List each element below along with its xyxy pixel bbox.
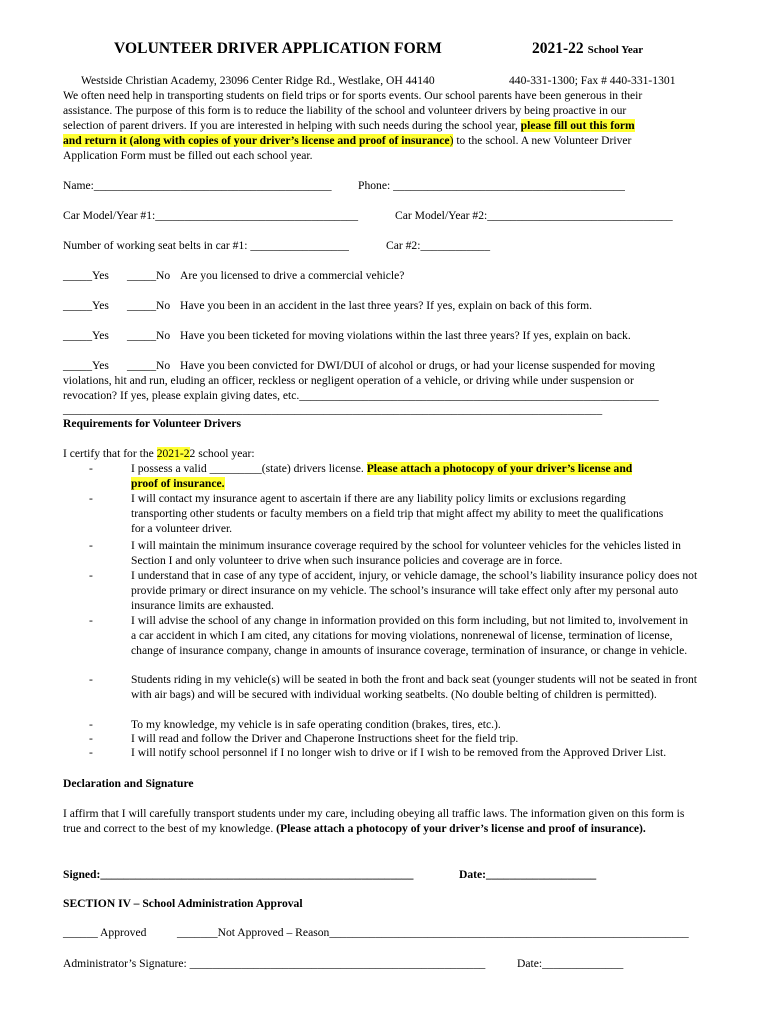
intro-line: We often need help in transporting students on field trips or for sports events. Our school parents have been generous in their <box>63 89 643 102</box>
bullet-text: Students riding in my vehicle(s) will be seated in both the front and back seat (younger students will not be seated in front with air bags) and will be secured with individual working seatbelts. (No double belting of children is permitted). <box>131 673 698 702</box>
school-address: Westside Christian Academy, 23096 Center Ridge Rd., Westlake, OH 44140 <box>81 74 435 87</box>
section4-heading: SECTION IV – School Administration Approval <box>63 897 303 910</box>
declaration-text <box>63 806 705 837</box>
declaration-heading: Declaration and Signature <box>63 777 194 790</box>
question-yes[interactable]: _____Yes <box>63 299 109 312</box>
bullet-text <box>131 461 632 476</box>
question-text: Have you been convicted for DWI/DUI of alcohol or drugs, or had your license suspended for moving <box>180 359 655 372</box>
bullet-text: I will contact my insurance agent to ascertain if there are any liability policy limits or exclusions regarding transporting other students or faculty members on a field trip that might affect my ability to meet the qualifications for a volunteer driver. <box>131 492 664 536</box>
intro-highlight: please fill out this form <box>520 119 635 132</box>
phone-field[interactable]: Phone: ________________________________________ <box>358 179 625 192</box>
bullet-dash: - <box>89 746 93 759</box>
intro-line: assistance. The purpose of this form is to reduce the liability of the school and volunteer drivers by being proactive in our <box>63 104 627 117</box>
question-text: Are you licensed to drive a commercial vehicle? <box>180 269 405 282</box>
bullet-text-part: . <box>360 462 367 475</box>
bullet-dash: - <box>89 732 93 745</box>
bullet-text: I will maintain the minimum insurance coverage required by the school for volunteer vehicles for the vehicles listed in Section I and only volunteer to drive when such insurance policies and coverage are in force. <box>131 539 681 568</box>
question-no[interactable]: _____No <box>127 299 171 312</box>
bullet-dash: - <box>89 673 93 686</box>
question-no[interactable]: _____No <box>127 359 171 372</box>
admin-date-field[interactable]: Date:______________ <box>517 957 624 970</box>
question-no[interactable]: _____No <box>127 269 171 282</box>
admin-signature-field[interactable]: Administrator’s Signature: ___________________________________________________ <box>63 957 486 970</box>
question-yes[interactable]: _____Yes <box>63 269 109 282</box>
bullet-dash: - <box>89 718 93 731</box>
form-title: VOLUNTEER DRIVER APPLICATION FORM <box>114 40 442 57</box>
declaration-body: I affirm that I will carefully transport students under my care, including obeying all traffic laws. The information given on this form is true and correct to the best of my knowledge. <box>63 807 685 836</box>
certify-text: 2 school year: <box>189 447 255 460</box>
school-year-label: School Year <box>587 44 644 56</box>
intro-highlight: and return it (along with copies of your driver’s license and proof of insurance <box>63 134 450 147</box>
intro-text: to the school. A new Volunteer Driver <box>453 134 632 147</box>
signature-field[interactable]: Signed:______________________________________________________ <box>63 868 414 881</box>
bullet-highlight: proof of insurance. <box>131 477 225 490</box>
question-yes[interactable]: _____Yes <box>63 359 109 372</box>
school-year-value: 2021-22 <box>532 40 584 57</box>
bullet-highlight: Please attach a photocopy of your driver’s license and <box>366 462 633 475</box>
not-approved-field[interactable]: _______Not Approved – Reason______________________________________________________________ <box>177 926 689 939</box>
school-phone: 440-331-1300; Fax # 440-331-1301 <box>509 74 676 87</box>
intro-line: Application Form must be filled out each school year. <box>63 149 313 162</box>
signature-date-field[interactable]: Date:___________________ <box>459 868 597 881</box>
bullet-text: I understand that in case of any type of accident, injury, or vehicle damage, the school’s liability insurance policy does not provide primary or direct insurance on my vehicle. The school’s insurance will take effect only after my personal auto insurance limits are exhausted. <box>131 569 698 613</box>
bullet-dash: - <box>89 539 93 552</box>
question-no[interactable]: _____No <box>127 329 171 342</box>
question-text-cont: violations, hit and run, eluding an officer, reckless or negligent operation of a vehicle, or driving while under suspension or <box>63 374 634 387</box>
question-yes[interactable]: _____Yes <box>63 329 109 342</box>
answer-line[interactable]: _____________________________________________________________________________________________ <box>63 403 603 416</box>
declaration-attach-note: (Please attach a photocopy of your driver’s license and proof of insurance). <box>276 822 646 836</box>
intro-paren: ) <box>449 134 454 147</box>
bullet-dash: - <box>89 569 93 582</box>
bullet-dash: - <box>89 492 93 505</box>
certify-year: 2021-2 <box>156 447 190 460</box>
car1-field[interactable]: Car Model/Year #1:___________________________________ <box>63 209 359 222</box>
seatbelts-car2-field[interactable]: Car #2:____________ <box>386 239 491 252</box>
car2-field[interactable]: Car Model/Year #2:________________________________ <box>395 209 673 222</box>
requirements-heading: Requirements for Volunteer Drivers <box>63 417 242 430</box>
intro-line <box>63 118 635 133</box>
question-text: Have you been ticketed for moving violations within the last three years? If yes, explain on back. <box>180 329 631 342</box>
bullet-text: To my knowledge, my vehicle is in safe operating condition (brakes, tires, etc.). <box>131 718 501 731</box>
name-field[interactable]: Name:_________________________________________ <box>63 179 332 192</box>
intro-text: selection of parent drivers. If you are interested in helping with such needs during the school year, <box>63 119 521 132</box>
bullet-text: I will notify school personnel if I no longer wish to drive or if I wish to be removed from the Approved Driver List. <box>131 746 667 759</box>
bullet-text: I will read and follow the Driver and Chaperone Instructions sheet for the field trip. <box>131 732 519 745</box>
approved-field[interactable]: ______ Approved <box>63 926 147 939</box>
bullet-dash: - <box>89 462 93 475</box>
certify-line <box>63 446 255 461</box>
certify-text: I certify that for the <box>63 447 157 460</box>
bullet-text-part: I possess a valid _________(state) drivers license <box>131 462 361 475</box>
question-text-cont[interactable]: revocation? If yes, please explain giving dates, etc.______________________________________________________________ <box>63 389 659 402</box>
seatbelts-car1-field[interactable]: Number of working seat belts in car #1: _________________ <box>63 239 349 252</box>
question-text: Have you been in an accident in the last three years? If yes, explain on back of this form. <box>180 299 593 312</box>
intro-line <box>63 133 631 148</box>
school-year <box>532 40 643 58</box>
bullet-dash: - <box>89 614 93 627</box>
bullet-text-cont <box>131 476 225 491</box>
bullet-text: I will advise the school of any change in information provided on this form including, but not limited to, involvement in a car accident in which I am cited, any citations for moving violations, nonrenewal of license, termination of license, change of insurance company, change in amounts of insurance coverage, termination of insurance, or change in vehicle. <box>131 614 689 658</box>
